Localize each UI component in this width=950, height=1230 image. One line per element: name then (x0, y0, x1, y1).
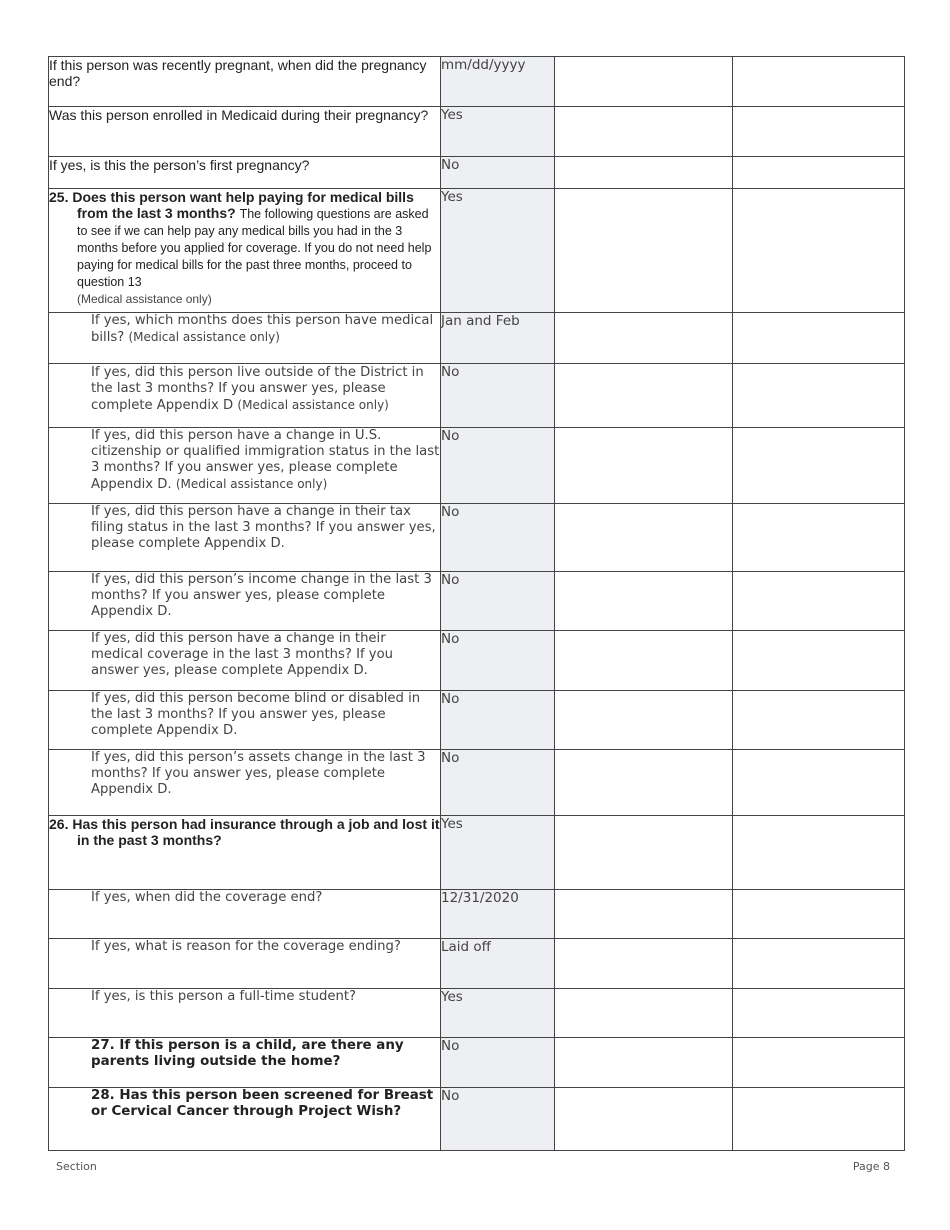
answer-cell[interactable]: No (441, 428, 555, 504)
blank-cell[interactable] (733, 890, 905, 939)
question-cell: If yes, did this person have a change in their tax filing status in the last 3 months? If you answer yes, please complete Appendix D. (49, 504, 441, 572)
table-row (49, 107, 905, 157)
blank-cell[interactable] (733, 157, 905, 189)
answer-cell[interactable]: Jan and Feb (441, 313, 555, 364)
answer-cell[interactable]: 12/31/2020 (441, 890, 555, 939)
blank-cell[interactable] (733, 1038, 905, 1088)
blank-cell[interactable] (733, 816, 905, 890)
blank-cell[interactable] (733, 691, 905, 750)
question-cell: If yes, did this person have a change in U.S. citizenship or qualified immigration status in the last 3 months? If you answer yes, please complete Appendix D. (Medical assistance only) (49, 428, 441, 504)
answer-cell[interactable]: mm/dd/yyyy (441, 57, 555, 107)
table-row (49, 691, 905, 750)
table-row (49, 816, 905, 890)
blank-cell[interactable] (555, 107, 733, 157)
question-cell: If yes, did this person’s assets change in the last 3 months? If you answer yes, please complete Appendix D. (49, 750, 441, 816)
blank-cell[interactable] (555, 691, 733, 750)
footer-section-label: Section (56, 1160, 97, 1173)
question-cell: If yes, did this person have a change in their medical coverage in the last 3 months? If you answer yes, please complete Appendix D. (49, 631, 441, 691)
question-title: 28. Has this person been screened for Breast or Cervical Cancer through Project Wish? (91, 1088, 434, 1119)
blank-cell[interactable] (555, 157, 733, 189)
blank-cell[interactable] (733, 572, 905, 631)
table-row (49, 428, 905, 504)
question-cell: Was this person enrolled in Medicaid during their pregnancy? (49, 107, 441, 157)
question-cell: If yes, is this person a full-time student? (49, 989, 441, 1038)
question-cell: 25. Does this person want help paying for medical bills from the last 3 months? The following questions are asked to see if we can help pay any medical bills you had in the 3 months before you applied for coverage. If you do not need help paying for medical bills for the past three months, proceed to question 13 (Medical assistance only) (49, 189, 441, 313)
table-row (49, 890, 905, 939)
table-row (49, 1038, 905, 1088)
answer-cell[interactable]: No (441, 691, 555, 750)
blank-cell[interactable] (733, 989, 905, 1038)
answer-cell[interactable]: No (441, 157, 555, 189)
table-row (49, 313, 905, 364)
question-cell: If yes, what is reason for the coverage ending? (49, 939, 441, 989)
blank-cell[interactable] (555, 750, 733, 816)
blank-cell[interactable] (555, 428, 733, 504)
table-row (49, 631, 905, 691)
answer-cell[interactable]: Yes (441, 107, 555, 157)
blank-cell[interactable] (555, 1088, 733, 1151)
table-row (49, 939, 905, 989)
answer-cell[interactable]: Yes (441, 189, 555, 313)
blank-cell[interactable] (733, 189, 905, 313)
table-row (49, 157, 905, 189)
answer-cell[interactable]: No (441, 364, 555, 428)
table-row (49, 364, 905, 428)
blank-cell[interactable] (733, 57, 905, 107)
question-cell (49, 816, 441, 890)
blank-cell[interactable] (555, 57, 733, 107)
blank-cell[interactable] (555, 364, 733, 428)
blank-cell[interactable] (555, 504, 733, 572)
blank-cell[interactable] (733, 631, 905, 691)
blank-cell[interactable] (555, 939, 733, 989)
table-row (49, 572, 905, 631)
table-row (49, 750, 905, 816)
table-row (49, 57, 905, 107)
page-number: Page 8 (852, 1160, 890, 1173)
question-cell: If yes, when did the coverage end? (49, 890, 441, 939)
question-cell: If yes, did this person’s income change in the last 3 months? If you answer yes, please complete Appendix D. (49, 572, 441, 631)
answer-cell[interactable]: Yes (441, 989, 555, 1038)
question-cell (49, 1038, 441, 1088)
blank-cell[interactable] (555, 989, 733, 1038)
table-row (49, 189, 905, 313)
answer-cell[interactable]: Laid off (441, 939, 555, 989)
answer-cell[interactable]: No (441, 572, 555, 631)
question-cell: If yes, which months does this person have medical bills? (Medical assistance only) (49, 313, 441, 364)
question-title: 27. If this person is a child, are there any parents living outside the home? (91, 1038, 404, 1069)
answer-cell[interactable]: Yes (441, 816, 555, 890)
answer-cell[interactable]: No (441, 504, 555, 572)
blank-cell[interactable] (733, 750, 905, 816)
blank-cell[interactable] (555, 189, 733, 313)
blank-cell[interactable] (733, 107, 905, 157)
question-title: 26. Has this person had insurance through a job and lost it in the past 3 months? (49, 816, 440, 848)
table-row (49, 504, 905, 572)
answer-cell[interactable]: No (441, 1088, 555, 1151)
answer-cell[interactable]: No (441, 1038, 555, 1088)
question-cell: If yes, did this person become blind or disabled in the last 3 months? If you answer yes, please complete Appendix D. (49, 691, 441, 750)
blank-cell[interactable] (555, 1038, 733, 1088)
form-table (48, 56, 905, 1151)
question-title: 25. Does this person want help paying for medical bills from the last 3 months? (49, 189, 414, 221)
table-row (49, 989, 905, 1038)
question-cell: If yes, is this the person’s first pregnancy? (49, 157, 441, 189)
question-note: The following questions are asked to see if we can help pay any medical bills you had in the 3 months before you applied for coverage. If you do not need help paying for medical bills for the past three months, proceed to question 13 (77, 207, 432, 289)
blank-cell[interactable] (555, 313, 733, 364)
question-cell (49, 1088, 441, 1151)
blank-cell[interactable] (555, 816, 733, 890)
blank-cell[interactable] (733, 313, 905, 364)
blank-cell[interactable] (733, 364, 905, 428)
blank-cell[interactable] (555, 890, 733, 939)
question-cell: If this person was recently pregnant, when did the pregnancy end? (49, 57, 441, 107)
answer-cell[interactable]: No (441, 750, 555, 816)
blank-cell[interactable] (555, 631, 733, 691)
table-row (49, 1088, 905, 1151)
blank-cell[interactable] (555, 572, 733, 631)
question-cell: If yes, did this person live outside of the District in the last 3 months? If you answer yes, please complete Appendix D (Medical assistance only) (49, 364, 441, 428)
blank-cell[interactable] (733, 1088, 905, 1151)
blank-cell[interactable] (733, 504, 905, 572)
blank-cell[interactable] (733, 428, 905, 504)
blank-cell[interactable] (733, 939, 905, 989)
answer-cell[interactable]: No (441, 631, 555, 691)
